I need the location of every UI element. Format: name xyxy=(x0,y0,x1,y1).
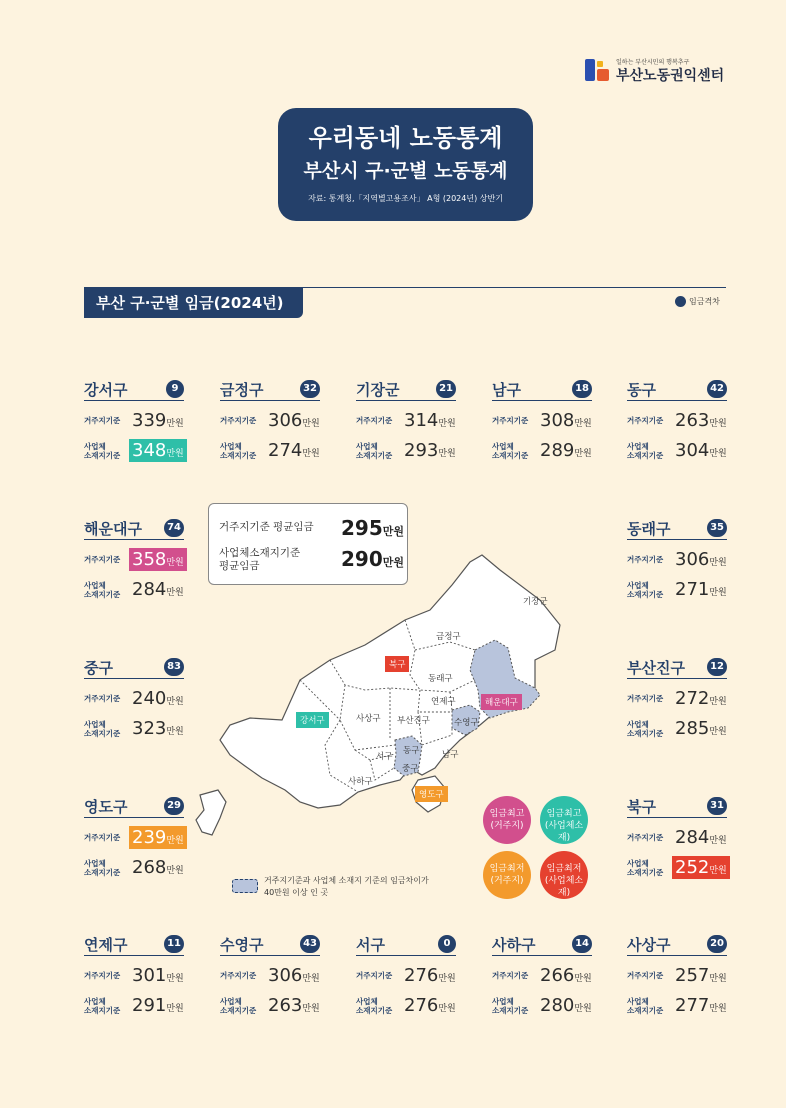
wage-gap-badge: 20 xyxy=(707,935,727,953)
district-card-dong xyxy=(627,379,727,469)
wage-gap-badge: 12 xyxy=(707,658,727,676)
district-name: 해운대구 xyxy=(84,520,142,538)
residence-wage: 358만원 xyxy=(129,548,187,571)
wage-gap-badge: 83 xyxy=(164,658,184,676)
business-wage: 293만원 xyxy=(404,440,456,461)
business-label: 사업체 소재지기준 xyxy=(627,720,664,738)
business-wage: 271만원 xyxy=(675,579,727,600)
district-name: 금정구 xyxy=(220,381,264,399)
residence-label: 거주지기준 xyxy=(627,971,664,980)
district-name: 북구 xyxy=(627,798,656,816)
district-card-buk xyxy=(627,796,727,886)
district-card-yeongdo xyxy=(84,796,184,886)
data-source: 자료: 통계청,「지역별고용조사」 A형 (2024년) 상반기 xyxy=(308,194,503,203)
district-card-gijang xyxy=(356,379,456,469)
district-name: 중구 xyxy=(84,659,113,677)
business-wage: 276만원 xyxy=(404,995,456,1016)
badge-min-residence: 임금최저 (거주지) xyxy=(483,851,531,899)
map-label-saha: 사하구 xyxy=(348,777,373,787)
district-card-nam xyxy=(492,379,592,469)
legend-label: 임금격차 xyxy=(689,297,720,306)
district-name: 부산진구 xyxy=(627,659,685,677)
residence-label: 거주지기준 xyxy=(84,555,121,564)
map-label-sasang: 사상구 xyxy=(356,714,381,724)
wage-gap-badge: 0 xyxy=(438,935,456,953)
residence-label: 거주지기준 xyxy=(220,416,257,425)
residence-label: 거주지기준 xyxy=(84,833,121,842)
map-label-geumjeong: 금정구 xyxy=(436,632,461,642)
map-label-gijang: 기장군 xyxy=(523,597,548,607)
business-label: 사업체 소재지기준 xyxy=(84,442,121,460)
district-name: 강서구 xyxy=(84,381,128,399)
wage-gap-badge: 31 xyxy=(707,797,727,815)
page-title: 우리동네 노동통계 xyxy=(308,124,503,152)
section-title: 부산 구·군별 임금(2024년) xyxy=(84,288,303,318)
wage-gap-badge: 74 xyxy=(164,519,184,537)
business-wage: 263만원 xyxy=(268,995,320,1016)
residence-wage: 314만원 xyxy=(404,410,456,431)
wage-gap-badge: 35 xyxy=(707,519,727,537)
business-wage: 280만원 xyxy=(540,995,592,1016)
wage-gap-badge: 18 xyxy=(572,380,592,398)
business-wage: 304만원 xyxy=(675,440,727,461)
business-wage: 274만원 xyxy=(268,440,320,461)
residence-label: 거주지기준 xyxy=(492,971,529,980)
map-label-suyeong: 수영구 xyxy=(454,718,479,728)
business-wage: 323만원 xyxy=(132,718,184,739)
district-card-gangseo xyxy=(84,379,184,469)
residence-label: 거주지기준 xyxy=(220,971,257,980)
residence-label: 거주지기준 xyxy=(627,833,664,842)
district-card-geumjeong xyxy=(220,379,320,469)
business-label: 사업체 소재지기준 xyxy=(627,997,664,1015)
wage-gap-badge: 43 xyxy=(300,935,320,953)
logo xyxy=(585,57,735,83)
business-label: 사업체 소재지기준 xyxy=(84,581,121,599)
badge-min-business: 임금최저 (사업체소재) xyxy=(540,851,588,899)
page-subtitle: 부산시 구·군별 노동통계 xyxy=(303,160,508,182)
district-name: 기장군 xyxy=(356,381,400,399)
business-label: 사업체 소재지기준 xyxy=(356,442,393,460)
district-card-haeundae xyxy=(84,518,184,608)
business-wage: 284만원 xyxy=(132,579,184,600)
residence-label: 거주지기준 xyxy=(627,416,664,425)
wage-gap-badge: 9 xyxy=(166,380,184,398)
business-wage: 291만원 xyxy=(132,995,184,1016)
district-card-saha xyxy=(492,934,592,1024)
district-card-suyeong xyxy=(220,934,320,1024)
business-label: 사업체 소재지기준 xyxy=(220,997,257,1015)
map-note xyxy=(232,875,442,901)
residence-wage: 284만원 xyxy=(675,827,727,848)
residence-wage: 266만원 xyxy=(540,965,592,986)
district-card-dongnae xyxy=(627,518,727,608)
wage-gap-badge: 21 xyxy=(436,380,456,398)
residence-label: 거주지기준 xyxy=(84,971,121,980)
logo-mark-icon xyxy=(585,59,611,81)
residence-label: 거주지기준 xyxy=(627,555,664,564)
business-label: 사업체 소재지기준 xyxy=(220,442,257,460)
map-label-busanjin: 부산진구 xyxy=(397,716,430,726)
residence-wage: 306만원 xyxy=(268,410,320,431)
business-label: 사업체 소재지기준 xyxy=(84,997,121,1015)
residence-wage: 257만원 xyxy=(675,965,727,986)
wage-gap-badge: 11 xyxy=(164,935,184,953)
business-wage: 289만원 xyxy=(540,440,592,461)
business-wage: 252만원 xyxy=(672,856,730,879)
map-gadeok-island xyxy=(196,790,226,835)
note-text: 거주지기준과 사업체 소재지 기준의 임금차이가 40만원 이상 인 곳 xyxy=(264,876,429,897)
map-label-jung: 중구 xyxy=(402,764,419,774)
busan-map-svg xyxy=(190,540,585,840)
district-name: 연제구 xyxy=(84,936,128,954)
logo-slogan: 일하는 부산시민의 행복추구 xyxy=(616,59,690,66)
district-card-busanjin xyxy=(627,657,727,747)
legend-dot-icon xyxy=(675,296,686,307)
badge-max-business: 임금최고 (사업체소재) xyxy=(540,796,588,844)
residence-wage: 339만원 xyxy=(132,410,184,431)
business-wage: 268만원 xyxy=(132,857,184,878)
residence-wage: 272만원 xyxy=(675,688,727,709)
avg-business-value: 290만원 xyxy=(340,547,404,571)
residence-wage: 306만원 xyxy=(268,965,320,986)
district-card-yeonje xyxy=(84,934,184,1024)
residence-wage: 308만원 xyxy=(540,410,592,431)
avg-residence-value: 295만원 xyxy=(340,516,404,540)
district-card-jung xyxy=(84,657,184,747)
map-label-yeonje: 연제구 xyxy=(431,697,456,707)
district-name: 동구 xyxy=(627,381,656,399)
business-wage: 348만원 xyxy=(129,439,187,462)
map-label-nam: 남구 xyxy=(442,750,459,760)
residence-label: 거주지기준 xyxy=(84,416,121,425)
residence-wage: 301만원 xyxy=(132,965,184,986)
district-name: 사하구 xyxy=(492,936,536,954)
business-label: 사업체 소재지기준 xyxy=(627,442,664,460)
map-label-dongnae: 동래구 xyxy=(428,674,453,684)
wage-gap-badge: 42 xyxy=(707,380,727,398)
title-box xyxy=(278,108,533,221)
business-wage: 285만원 xyxy=(675,718,727,739)
business-label: 사업체 소재지기준 xyxy=(627,581,664,599)
wage-gap-badge: 32 xyxy=(300,380,320,398)
district-name: 영도구 xyxy=(84,798,128,816)
wage-gap-badge: 29 xyxy=(164,797,184,815)
note-swatch-icon xyxy=(232,879,258,893)
wage-gap-badge: 14 xyxy=(572,935,592,953)
residence-wage: 306만원 xyxy=(675,549,727,570)
business-label: 사업체 소재지기준 xyxy=(84,859,121,877)
residence-label: 거주지기준 xyxy=(492,416,529,425)
residence-wage: 263만원 xyxy=(675,410,727,431)
district-name: 사상구 xyxy=(627,936,671,954)
district-name: 남구 xyxy=(492,381,521,399)
residence-label: 거주지기준 xyxy=(356,971,393,980)
map-tag-gangseo: 강서구 xyxy=(296,712,329,728)
avg-business-label: 사업체소재지기준 평균임금 xyxy=(219,547,301,572)
business-label: 사업체 소재지기준 xyxy=(627,859,664,877)
map-label-seo: 서구 xyxy=(376,752,393,762)
district-name: 서구 xyxy=(356,936,385,954)
badge-max-residence: 임금최고 (거주지) xyxy=(483,796,531,844)
busan-map xyxy=(190,540,585,840)
residence-wage: 240만원 xyxy=(132,688,184,709)
residence-label: 거주지기준 xyxy=(627,694,664,703)
avg-residence-label: 거주지기준 평균임금 xyxy=(219,521,314,533)
district-card-seo xyxy=(356,934,456,1024)
business-wage: 277만원 xyxy=(675,995,727,1016)
residence-label: 거주지기준 xyxy=(84,694,121,703)
district-name: 동래구 xyxy=(627,520,671,538)
map-tag-haeundae: 해운대구 xyxy=(481,694,522,710)
business-label: 사업체 소재지기준 xyxy=(492,997,529,1015)
legend xyxy=(675,296,720,307)
map-tag-buk: 북구 xyxy=(385,656,409,672)
district-name: 수영구 xyxy=(220,936,264,954)
residence-label: 거주지기준 xyxy=(356,416,393,425)
residence-wage: 276만원 xyxy=(404,965,456,986)
map-label-dong: 동구 xyxy=(403,746,420,756)
business-label: 사업체 소재지기준 xyxy=(492,442,529,460)
residence-wage: 239만원 xyxy=(129,826,187,849)
business-label: 사업체 소재지기준 xyxy=(356,997,393,1015)
business-label: 사업체 소재지기준 xyxy=(84,720,121,738)
district-card-sasang xyxy=(627,934,727,1024)
logo-name: 부산노동권익센터 xyxy=(616,68,725,84)
map-tag-yeongdo: 영도구 xyxy=(415,786,448,802)
